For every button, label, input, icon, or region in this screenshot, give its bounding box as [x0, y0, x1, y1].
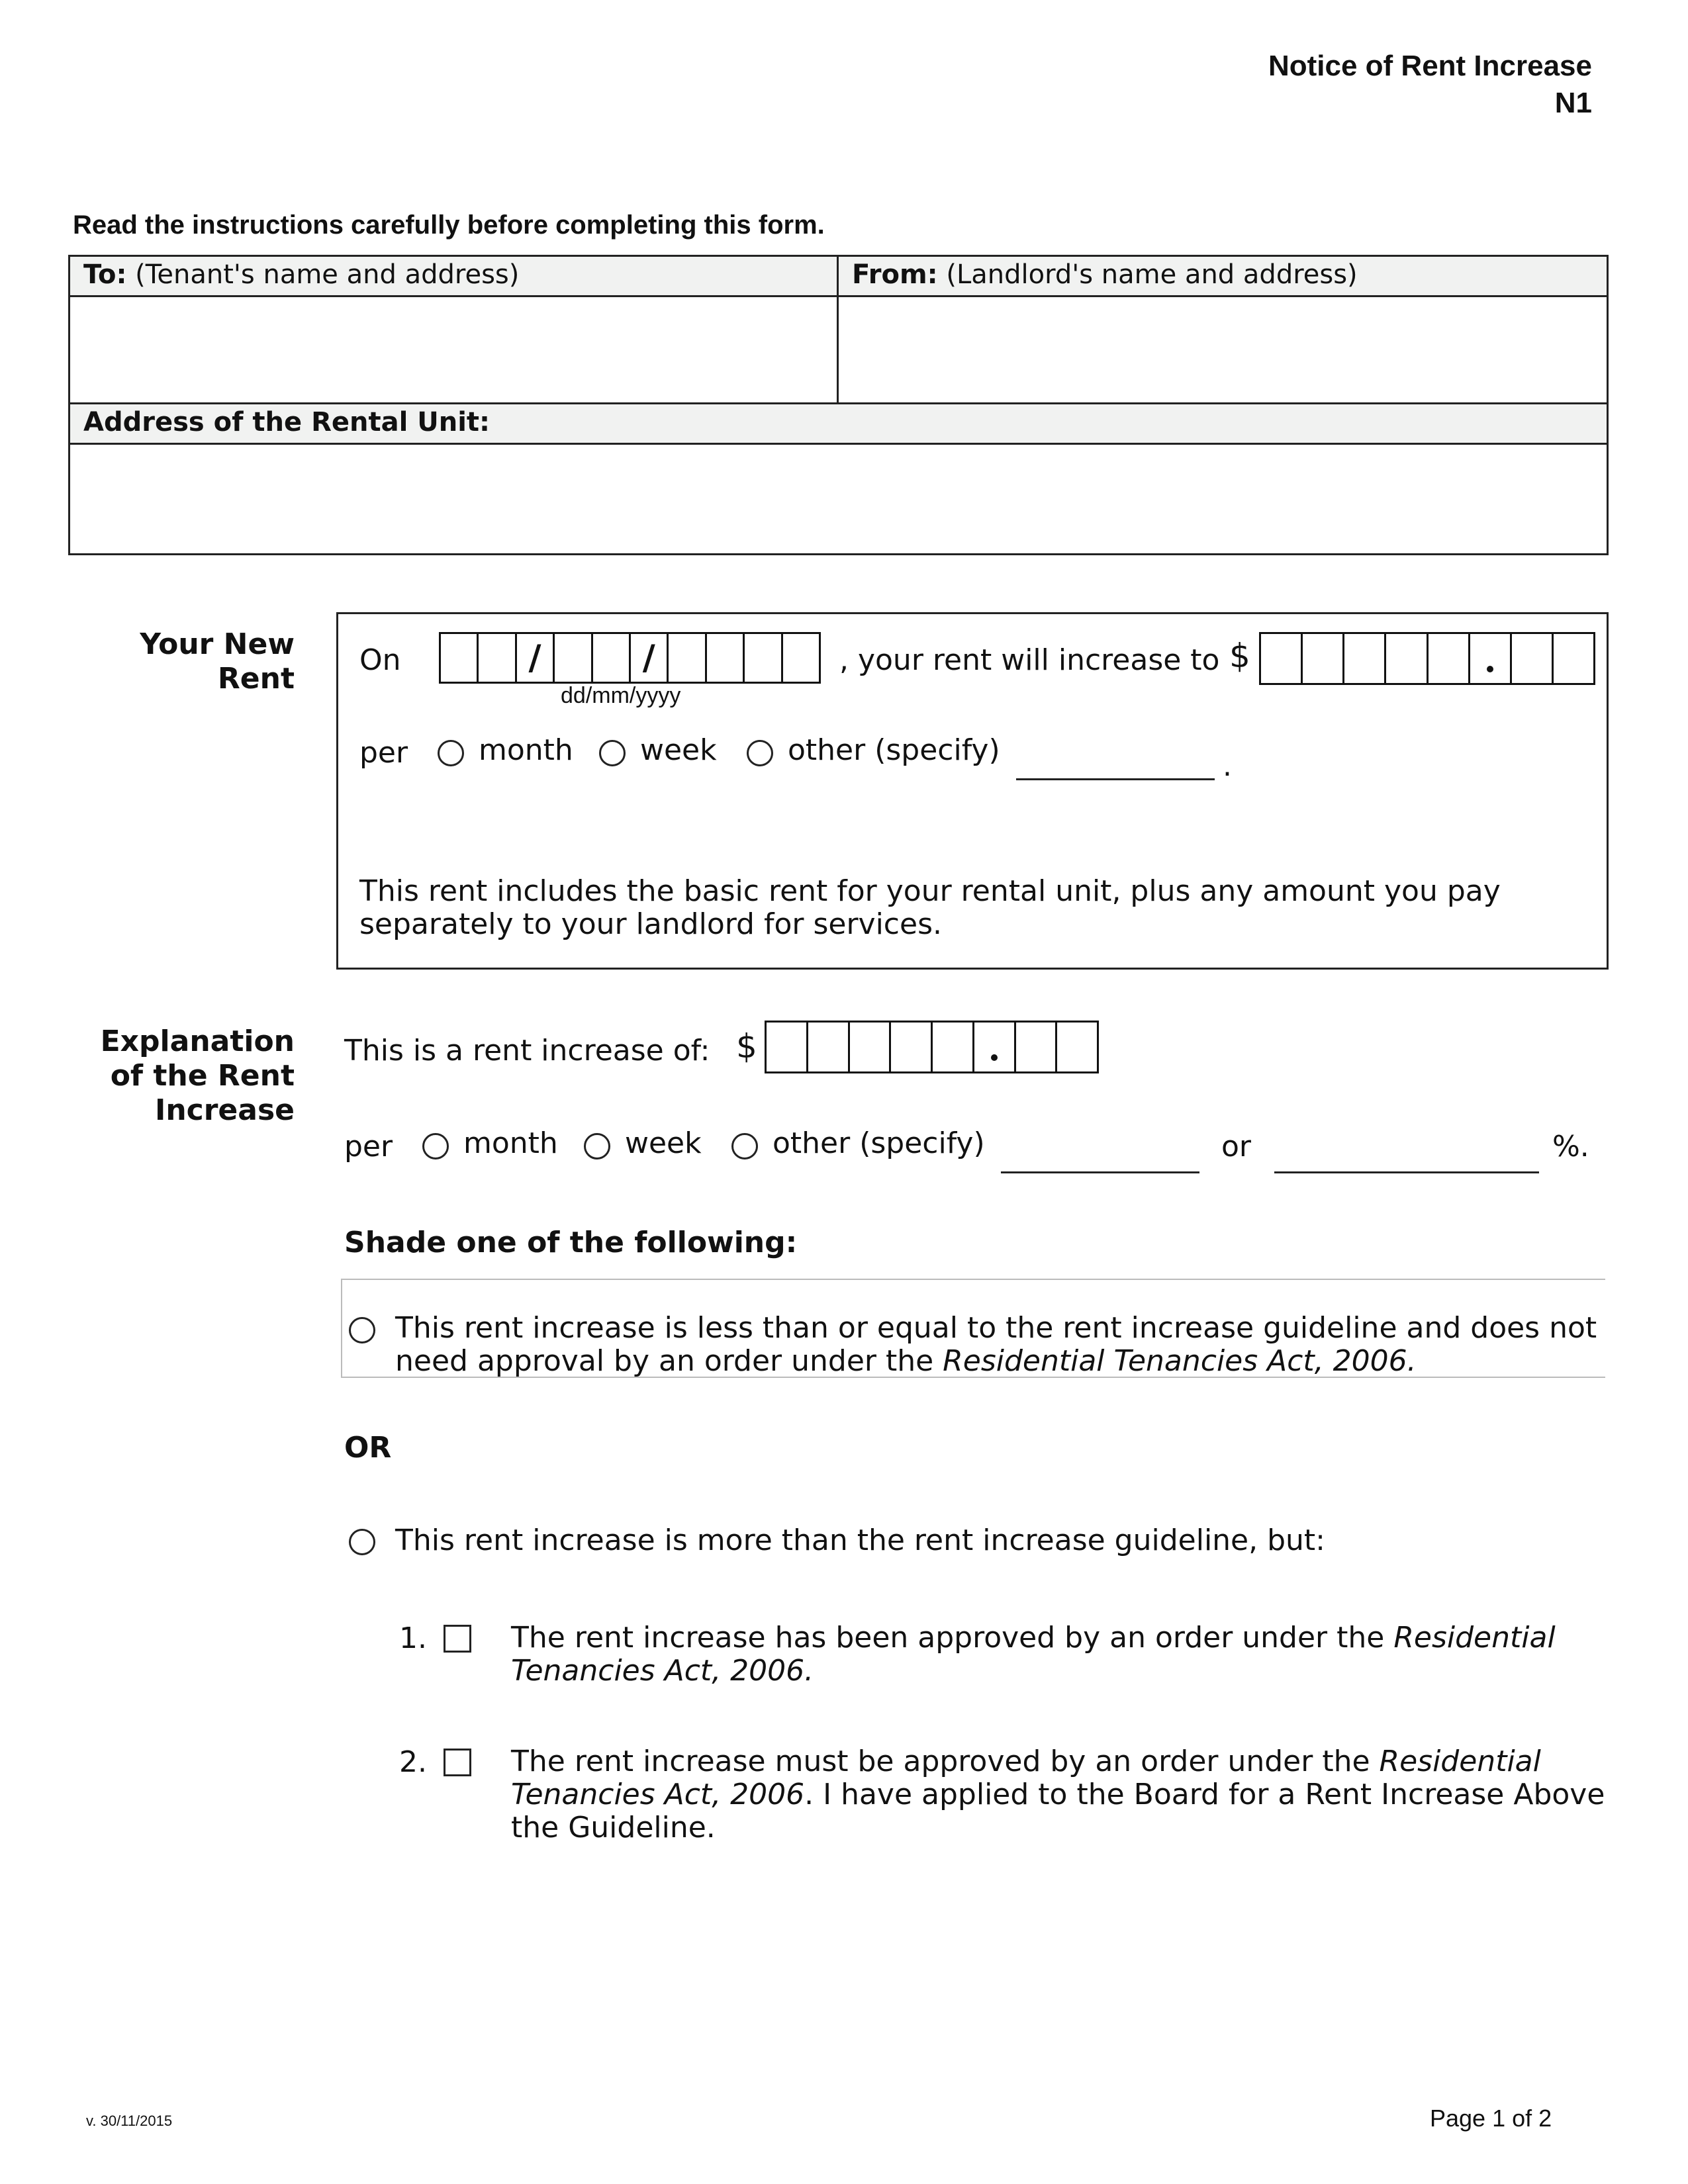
tenant-name-address-field[interactable] [68, 295, 839, 404]
increase-per-month-radio[interactable] [422, 1133, 449, 1160]
from-label: From: [852, 259, 938, 290]
form-code: N1 [1554, 87, 1592, 119]
version-label: v. 30/11/2015 [86, 2113, 173, 2129]
to-header [68, 255, 839, 297]
above-guideline-text: This rent increase is more than the rent increase guideline, but: [395, 1524, 1325, 1557]
must-approve-line3: the Guideline. [511, 1811, 716, 1844]
dollar-sign: $ [1229, 637, 1250, 675]
date-digit[interactable] [707, 634, 745, 682]
approved-by-order-checkbox[interactable] [444, 1625, 471, 1653]
form-title: Notice of Rent Increase [1268, 50, 1592, 82]
date-format-hint: dd/mm/yyyy [561, 683, 681, 708]
within-guideline-radio[interactable] [349, 1317, 375, 1343]
increase-of-label: This is a rent increase of: [344, 1034, 710, 1068]
amount-digit[interactable] [1344, 634, 1386, 683]
explanation-section-title [93, 1024, 295, 1128]
week-option-label: week [625, 1126, 702, 1160]
amount-decimal [974, 1023, 1016, 1071]
amount-digit[interactable] [850, 1023, 892, 1071]
date-digit[interactable] [745, 634, 782, 682]
amount-cents[interactable] [1554, 634, 1593, 683]
other-period-field[interactable] [1016, 778, 1215, 780]
new-rent-per-month-radio[interactable] [438, 740, 464, 766]
week-option-label: week [640, 733, 717, 767]
other-option-label: other (specify) [773, 1126, 985, 1160]
amount-cents[interactable] [1512, 634, 1554, 683]
increase-percent-field[interactable] [1274, 1171, 1539, 1173]
explanation-title-line1: Explanation [100, 1024, 295, 1058]
to-label: To: [83, 259, 127, 290]
landlord-name-address-field[interactable] [837, 295, 1609, 404]
amount-digit[interactable] [1429, 634, 1470, 683]
shade-heading: Shade one of the following: [344, 1226, 798, 1259]
per-label: per [359, 736, 408, 770]
date-digit[interactable] [441, 634, 479, 682]
to-desc: (Tenant's name and address) [135, 259, 520, 290]
amount-decimal [1470, 634, 1512, 683]
rent-includes-note [359, 875, 1501, 941]
other-option-label: other (specify) [788, 733, 1000, 767]
amount-digit[interactable] [1303, 634, 1344, 683]
rent-note-line1: This rent includes the basic rent for your rental unit, plus any amount you pay [359, 874, 1501, 908]
month-option-label: month [463, 1126, 558, 1160]
new-rent-per-week-radio[interactable] [599, 740, 626, 766]
or-label: or [1221, 1130, 1252, 1163]
above-guideline-radio[interactable] [349, 1529, 375, 1555]
amount-digit[interactable] [767, 1023, 808, 1071]
dollar-sign: $ [736, 1027, 757, 1066]
rental-address-header: Address of the Rental Unit: [68, 402, 1609, 445]
sub-option-1-number: 1. [399, 1621, 427, 1655]
date-digit[interactable] [479, 634, 516, 682]
percent-sign: %. [1552, 1130, 1589, 1163]
date-separator: / [631, 634, 669, 682]
date-digit[interactable] [783, 634, 819, 682]
from-desc: (Landlord's name and address) [946, 259, 1358, 290]
increase-to-label: , your rent will increase to [839, 643, 1220, 677]
period-mark: . [1223, 749, 1232, 783]
new-rent-title-line1: Your New [140, 627, 295, 661]
must-approve-line1: The rent increase must be approved by an order under the Residential [511, 1745, 1541, 1778]
within-guideline-text [395, 1312, 1597, 1378]
date-digit[interactable] [555, 634, 592, 682]
increase-per-other-radio[interactable] [731, 1133, 758, 1160]
must-be-approved-checkbox[interactable] [444, 1749, 471, 1776]
approved-line1: The rent increase has been approved by an order under the Residential [511, 1621, 1556, 1655]
rental-address-field[interactable] [68, 443, 1609, 555]
amount-digit[interactable] [891, 1023, 933, 1071]
date-separator: / [517, 634, 555, 682]
new-rent-title-line2: Rent [217, 662, 295, 696]
new-rent-section-title [93, 627, 295, 696]
sub-option-2-number: 2. [399, 1745, 427, 1779]
date-digit[interactable] [593, 634, 631, 682]
or-divider: OR [344, 1431, 392, 1465]
page-number: Page 1 of 2 [1430, 2105, 1552, 2132]
new-rent-per-other-radio[interactable] [747, 740, 773, 766]
increase-other-period-field[interactable] [1001, 1171, 1199, 1173]
rent-note-line2: separately to your landlord for services. [359, 907, 942, 941]
increase-per-week-radio[interactable] [584, 1133, 610, 1160]
amount-digit[interactable] [933, 1023, 974, 1071]
new-rent-amount-input[interactable] [1259, 632, 1595, 685]
per-label: per [344, 1130, 393, 1163]
date-digit[interactable] [669, 634, 706, 682]
explanation-title-line3: Increase [154, 1093, 295, 1127]
effective-date-input[interactable] [439, 632, 821, 684]
form-header [1268, 48, 1592, 122]
approved-line2: Tenancies Act, 2006. [511, 1654, 814, 1688]
amount-digit[interactable] [1261, 634, 1303, 683]
from-header [837, 255, 1609, 297]
on-label: On [359, 643, 401, 677]
must-approve-line2: Tenancies Act, 2006. I have applied to the Board for a Rent Increase Above [511, 1778, 1605, 1811]
amount-digit[interactable] [808, 1023, 850, 1071]
instructions-note: Read the instructions carefully before completing this form. [73, 210, 825, 240]
within-guideline-line2: need approval by an order under the Residential Tenancies Act, 2006. [395, 1344, 1417, 1378]
increase-amount-input[interactable] [765, 1021, 1099, 1073]
amount-cents[interactable] [1057, 1023, 1097, 1071]
amount-cents[interactable] [1016, 1023, 1058, 1071]
month-option-label: month [479, 733, 573, 767]
must-be-approved-text [511, 1745, 1605, 1844]
within-guideline-line1: This rent increase is less than or equal to the rent increase guideline and does not [395, 1311, 1597, 1345]
approved-by-order-text [511, 1621, 1556, 1688]
amount-digit[interactable] [1386, 634, 1428, 683]
parties-table [68, 255, 1609, 555]
explanation-title-line2: of the Rent [110, 1059, 295, 1093]
